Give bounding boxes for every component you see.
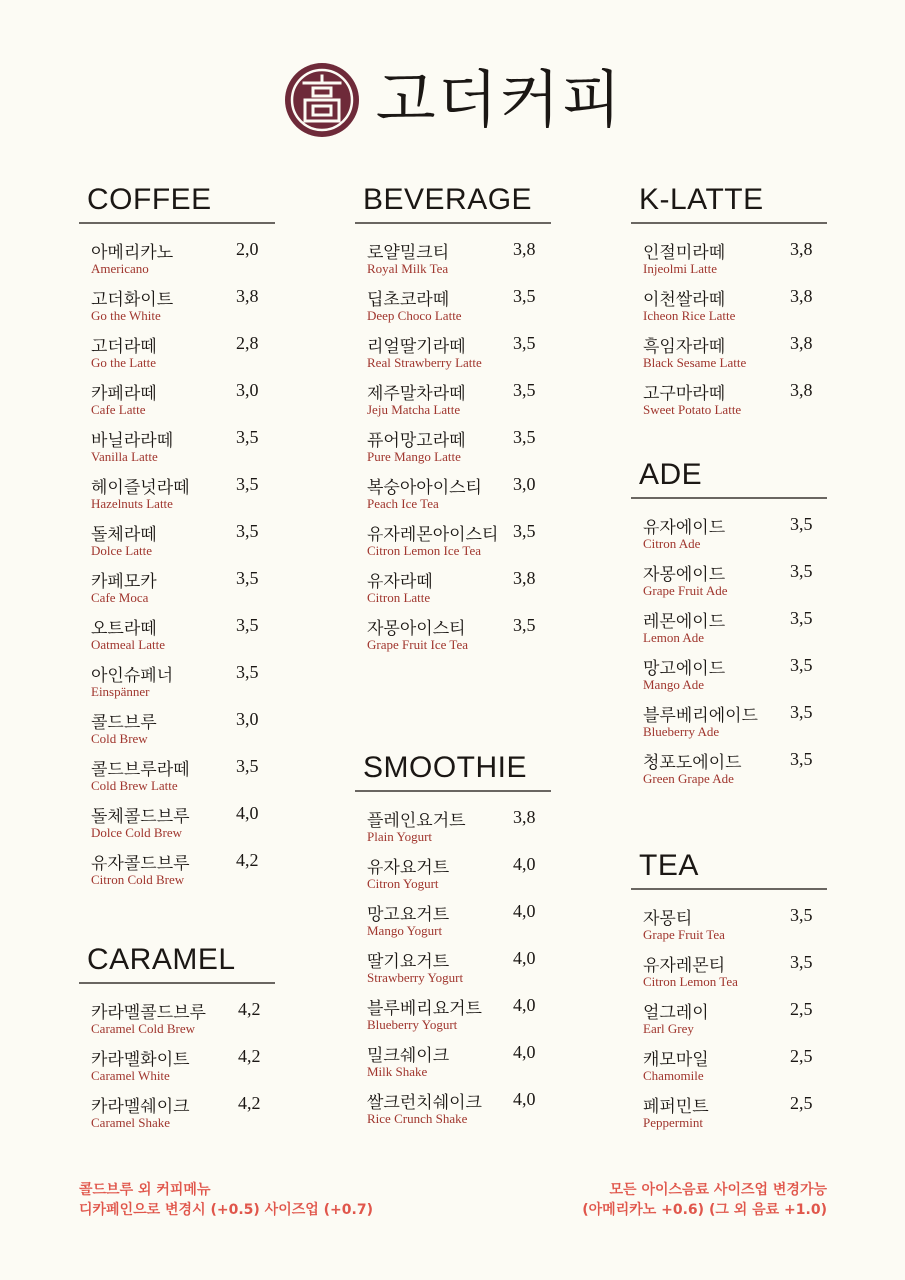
item-name-english: Citron Ade xyxy=(643,536,701,551)
item-name-english: Blueberry Yogurt xyxy=(367,1017,458,1032)
item-price: 3,5 xyxy=(236,521,259,541)
menu-list xyxy=(355,804,551,1133)
item-name-korean: 제주말차라떼 xyxy=(367,384,466,404)
item-name-korean: 카라멜콜드브루 xyxy=(91,1003,206,1023)
menu-item xyxy=(79,377,275,424)
item-name-korean: 콜드브루 xyxy=(91,713,157,733)
coffee-section xyxy=(79,180,275,894)
item-price: 3,5 xyxy=(236,662,259,682)
item-name-english: Earl Grey xyxy=(643,1021,694,1036)
item-name-korean: 자몽에이드 xyxy=(643,565,726,585)
item-name-english: Caramel White xyxy=(91,1068,170,1083)
section-title: BEVERAGE xyxy=(363,183,533,216)
item-price: 3,5 xyxy=(513,427,536,447)
menu-item xyxy=(355,471,551,518)
item-name-english: Vanilla Latte xyxy=(91,449,158,464)
item-price: 3,8 xyxy=(513,239,536,259)
menu-item xyxy=(79,1043,275,1090)
item-name-korean: 페퍼민트 xyxy=(643,1097,709,1117)
menu-item xyxy=(355,945,551,992)
menu-list xyxy=(79,996,275,1137)
item-name-english: Grape Fruit Tea xyxy=(643,927,725,942)
item-name-korean: 유자레몬아이스티 xyxy=(367,525,499,545)
item-name-english: Black Sesame Latte xyxy=(643,355,747,370)
item-name-korean: 유자라떼 xyxy=(367,572,433,592)
item-price: 3,8 xyxy=(236,286,259,306)
brand-name: 고더커피 xyxy=(375,63,624,136)
item-name-english: Sweet Potato Latte xyxy=(643,402,742,417)
item-name-english: Dolce Latte xyxy=(91,543,152,558)
item-price: 3,5 xyxy=(236,615,259,635)
item-name-english: Cafe Latte xyxy=(91,402,146,417)
item-name-english: Real Strawberry Latte xyxy=(367,355,482,370)
tea-section xyxy=(631,846,827,1137)
item-price: 3,5 xyxy=(236,427,259,447)
menu-item xyxy=(79,283,275,330)
menu-item xyxy=(631,949,827,996)
item-price: 3,5 xyxy=(513,333,536,353)
item-price: 4,0 xyxy=(513,1042,536,1062)
section-divider xyxy=(79,222,275,224)
menu-item xyxy=(631,605,827,652)
item-price: 3,5 xyxy=(236,568,259,588)
item-price: 3,8 xyxy=(790,239,813,259)
item-name-english: Caramel Shake xyxy=(91,1115,171,1130)
item-name-english: Chamomile xyxy=(643,1068,704,1083)
item-name-korean: 고더화이트 xyxy=(91,290,174,310)
item-name-korean: 얼그레이 xyxy=(643,1003,709,1023)
item-price: 3,5 xyxy=(790,952,813,972)
item-name-english: Einspänner xyxy=(91,684,150,699)
smoothie-section xyxy=(355,748,551,1133)
menu-list xyxy=(631,511,827,793)
menu-list xyxy=(79,236,275,894)
item-name-korean: 카라멜화이트 xyxy=(91,1050,190,1070)
item-name-korean: 퓨어망고라떼 xyxy=(367,431,466,451)
item-name-english: Green Grape Ade xyxy=(643,771,734,786)
item-name-korean: 블루베리에이드 xyxy=(643,706,758,726)
item-name-english: Lemon Ade xyxy=(643,630,705,645)
item-name-english: Mango Ade xyxy=(643,677,705,692)
item-name-english: Peach Ice Tea xyxy=(367,496,439,511)
item-price: 3,8 xyxy=(790,333,813,353)
item-name-korean: 딥초코라떼 xyxy=(367,290,450,310)
item-name-korean: 청포도에이드 xyxy=(643,753,742,773)
item-name-english: Oatmeal Latte xyxy=(91,637,165,652)
item-name-korean: 딸기요거트 xyxy=(367,952,450,972)
item-price: 4,2 xyxy=(238,1093,261,1113)
menu-item xyxy=(355,518,551,565)
item-name-english: Citron Latte xyxy=(367,590,431,605)
item-name-korean: 돌체라떼 xyxy=(91,525,157,545)
item-name-english: Citron Yogurt xyxy=(367,876,439,891)
note-line: 모든 아이스음료 사이즈업 변경가능 xyxy=(609,1182,827,1198)
menu-item xyxy=(355,612,551,659)
item-name-korean: 고구마라떼 xyxy=(643,384,726,404)
item-price: 4,0 xyxy=(513,854,536,874)
section-title: ADE xyxy=(639,458,703,491)
item-name-korean: 오트라떼 xyxy=(91,619,157,639)
item-price: 3,5 xyxy=(513,615,536,635)
go-seal-logo-icon xyxy=(282,60,362,140)
item-name-english: Pure Mango Latte xyxy=(367,449,461,464)
item-price: 4,0 xyxy=(513,901,536,921)
menu-item xyxy=(79,565,275,612)
item-price: 3,8 xyxy=(513,568,536,588)
section-title: K-LATTE xyxy=(639,183,764,216)
item-name-english: Citron Lemon Tea xyxy=(643,974,738,989)
item-name-korean: 복숭아아이스티 xyxy=(367,478,482,498)
section-divider xyxy=(631,497,827,499)
item-name-korean: 플레인요거트 xyxy=(367,811,466,831)
item-name-english: Americano xyxy=(91,261,149,276)
menu-item xyxy=(79,612,275,659)
item-price: 3,5 xyxy=(513,286,536,306)
item-price: 4,2 xyxy=(238,999,261,1019)
item-name-korean: 이천쌀라떼 xyxy=(643,290,726,310)
item-price: 3,0 xyxy=(236,380,259,400)
note-line: (아메리카노 +0.6) (그 외 음료 +1.0) xyxy=(582,1202,827,1218)
section-title: SMOOTHIE xyxy=(363,751,528,784)
menu-item xyxy=(79,1090,275,1137)
item-name-korean: 밀크쉐이크 xyxy=(367,1046,450,1066)
menu-item xyxy=(631,996,827,1043)
header xyxy=(0,52,905,148)
item-name-english: Icheon Rice Latte xyxy=(643,308,736,323)
item-price: 3,5 xyxy=(790,905,813,925)
item-name-korean: 블루베리요거트 xyxy=(367,999,482,1019)
item-name-korean: 망고요거트 xyxy=(367,905,450,925)
item-name-korean: 유자에이드 xyxy=(643,518,726,538)
item-name-korean: 아인슈페너 xyxy=(91,666,174,686)
menu-item xyxy=(631,330,827,377)
item-price: 4,0 xyxy=(236,803,259,823)
item-name-english: Blueberry Ade xyxy=(643,724,720,739)
menu-item xyxy=(355,330,551,377)
menu-item xyxy=(79,424,275,471)
item-price: 4,0 xyxy=(513,1089,536,1109)
item-price: 2,8 xyxy=(236,333,259,353)
note-line: 디카페인으로 변경시 (+0.5) 사이즈업 (+0.7) xyxy=(79,1202,373,1218)
item-name-english: Grape Fruit Ade xyxy=(643,583,728,598)
note-line: 콜드브루 외 커피메뉴 xyxy=(79,1182,211,1198)
item-price: 3,5 xyxy=(790,655,813,675)
menu-item xyxy=(79,800,275,847)
item-name-english: Milk Shake xyxy=(367,1064,428,1079)
item-name-korean: 쌀크런치쉐이크 xyxy=(367,1093,482,1113)
item-price: 2,0 xyxy=(236,239,259,259)
section-divider xyxy=(355,790,551,792)
item-name-korean: 인절미라떼 xyxy=(643,243,726,263)
item-name-korean: 흑임자라떼 xyxy=(643,337,726,357)
menu-item xyxy=(631,511,827,558)
item-name-korean: 카라멜쉐이크 xyxy=(91,1097,190,1117)
menu-item xyxy=(631,746,827,793)
item-name-english: Strawberry Yogurt xyxy=(367,970,464,985)
menu-item xyxy=(79,706,275,753)
item-name-korean: 유자레몬티 xyxy=(643,956,726,976)
item-name-korean: 자몽아이스티 xyxy=(367,619,466,639)
decaf-note xyxy=(79,1180,373,1220)
menu-item xyxy=(355,236,551,283)
item-price: 3,5 xyxy=(790,514,813,534)
menu-list xyxy=(631,236,827,424)
item-name-korean: 헤이즐넛라떼 xyxy=(91,478,190,498)
section-divider xyxy=(631,222,827,224)
item-name-english: Cold Brew Latte xyxy=(91,778,178,793)
item-name-english: Cold Brew xyxy=(91,731,148,746)
menu-item xyxy=(631,236,827,283)
item-name-english: Injeolmi Latte xyxy=(643,261,718,276)
item-name-english: Rice Crunch Shake xyxy=(367,1111,468,1126)
item-name-english: Go the White xyxy=(91,308,161,323)
item-price: 2,5 xyxy=(790,999,813,1019)
item-name-korean: 콜드브루라떼 xyxy=(91,760,190,780)
item-name-english: Go the Latte xyxy=(91,355,156,370)
item-name-english: Dolce Cold Brew xyxy=(91,825,182,840)
item-name-korean: 고더라떼 xyxy=(91,337,157,357)
item-price: 4,0 xyxy=(513,948,536,968)
item-name-korean: 유자콜드브루 xyxy=(91,854,190,874)
section-divider xyxy=(631,888,827,890)
section-title: CARAMEL xyxy=(87,943,236,976)
caramel-section xyxy=(79,940,275,1137)
menu-item xyxy=(631,902,827,949)
menu-item xyxy=(79,847,275,894)
item-name-korean: 바닐라라떼 xyxy=(91,431,174,451)
item-price: 3,5 xyxy=(790,608,813,628)
beverage-section xyxy=(355,180,551,659)
size-up-note xyxy=(582,1180,827,1220)
item-price: 3,5 xyxy=(790,702,813,722)
item-price: 3,0 xyxy=(513,474,536,494)
menu-item xyxy=(79,518,275,565)
item-price: 4,0 xyxy=(513,995,536,1015)
menu-item xyxy=(79,330,275,377)
item-price: 2,5 xyxy=(790,1093,813,1113)
ade-section xyxy=(631,455,827,793)
menu-item xyxy=(79,753,275,800)
item-name-korean: 카페라떼 xyxy=(91,384,157,404)
menu-item xyxy=(631,283,827,330)
item-name-english: Citron Cold Brew xyxy=(91,872,185,887)
item-price: 2,5 xyxy=(790,1046,813,1066)
item-name-english: Royal Milk Tea xyxy=(367,261,449,276)
menu-list xyxy=(355,236,551,659)
item-price: 3,5 xyxy=(790,561,813,581)
item-name-english: Mango Yogurt xyxy=(367,923,443,938)
menu-item xyxy=(355,1086,551,1133)
menu-item xyxy=(79,659,275,706)
item-price: 3,5 xyxy=(790,749,813,769)
item-name-korean: 로얄밀크티 xyxy=(367,243,450,263)
item-name-english: Deep Choco Latte xyxy=(367,308,462,323)
section-title: TEA xyxy=(639,849,699,882)
menu-item xyxy=(79,471,275,518)
item-name-english: Plain Yogurt xyxy=(367,829,433,844)
item-price: 3,0 xyxy=(236,709,259,729)
item-name-english: Caramel Cold Brew xyxy=(91,1021,195,1036)
item-price: 3,8 xyxy=(513,807,536,827)
menu-item xyxy=(355,851,551,898)
menu-item xyxy=(631,1090,827,1137)
item-name-korean: 리얼딸기라떼 xyxy=(367,337,466,357)
item-name-english: Peppermint xyxy=(643,1115,703,1130)
menu-item xyxy=(355,898,551,945)
item-name-english: Grape Fruit Ice Tea xyxy=(367,637,468,652)
menu-item xyxy=(79,236,275,283)
item-name-korean: 카페모카 xyxy=(91,572,157,592)
k-latte-section xyxy=(631,180,827,424)
section-divider xyxy=(79,982,275,984)
item-name-korean: 망고에이드 xyxy=(643,659,726,679)
item-name-korean: 자몽티 xyxy=(643,909,693,929)
item-price: 4,2 xyxy=(236,850,259,870)
menu-item xyxy=(355,1039,551,1086)
item-price: 4,2 xyxy=(238,1046,261,1066)
item-name-english: Hazelnuts Latte xyxy=(91,496,173,511)
menu-item xyxy=(355,804,551,851)
item-name-korean: 레몬에이드 xyxy=(643,612,726,632)
menu-list xyxy=(631,902,827,1137)
section-title: COFFEE xyxy=(87,183,212,216)
item-name-english: Citron Lemon Ice Tea xyxy=(367,543,482,558)
item-price: 3,5 xyxy=(236,756,259,776)
item-name-english: Cafe Moca xyxy=(91,590,149,605)
menu-item xyxy=(631,558,827,605)
menu-item xyxy=(355,992,551,1039)
item-name-korean: 유자요거트 xyxy=(367,858,450,878)
item-name-english: Jeju Matcha Latte xyxy=(367,402,461,417)
item-price: 3,5 xyxy=(513,380,536,400)
menu-item xyxy=(631,377,827,424)
item-price: 3,8 xyxy=(790,286,813,306)
item-name-korean: 캐모마일 xyxy=(643,1050,709,1070)
item-name-korean: 아메리카노 xyxy=(91,243,174,263)
menu-item xyxy=(79,996,275,1043)
section-divider xyxy=(355,222,551,224)
menu-item xyxy=(631,652,827,699)
item-price: 3,8 xyxy=(790,380,813,400)
menu-item xyxy=(631,699,827,746)
menu-item xyxy=(631,1043,827,1090)
menu-item xyxy=(355,377,551,424)
menu-item xyxy=(355,565,551,612)
item-name-korean: 돌체콜드브루 xyxy=(91,807,190,827)
menu-item xyxy=(355,424,551,471)
item-price: 3,5 xyxy=(513,521,536,541)
menu-item xyxy=(355,283,551,330)
item-price: 3,5 xyxy=(236,474,259,494)
